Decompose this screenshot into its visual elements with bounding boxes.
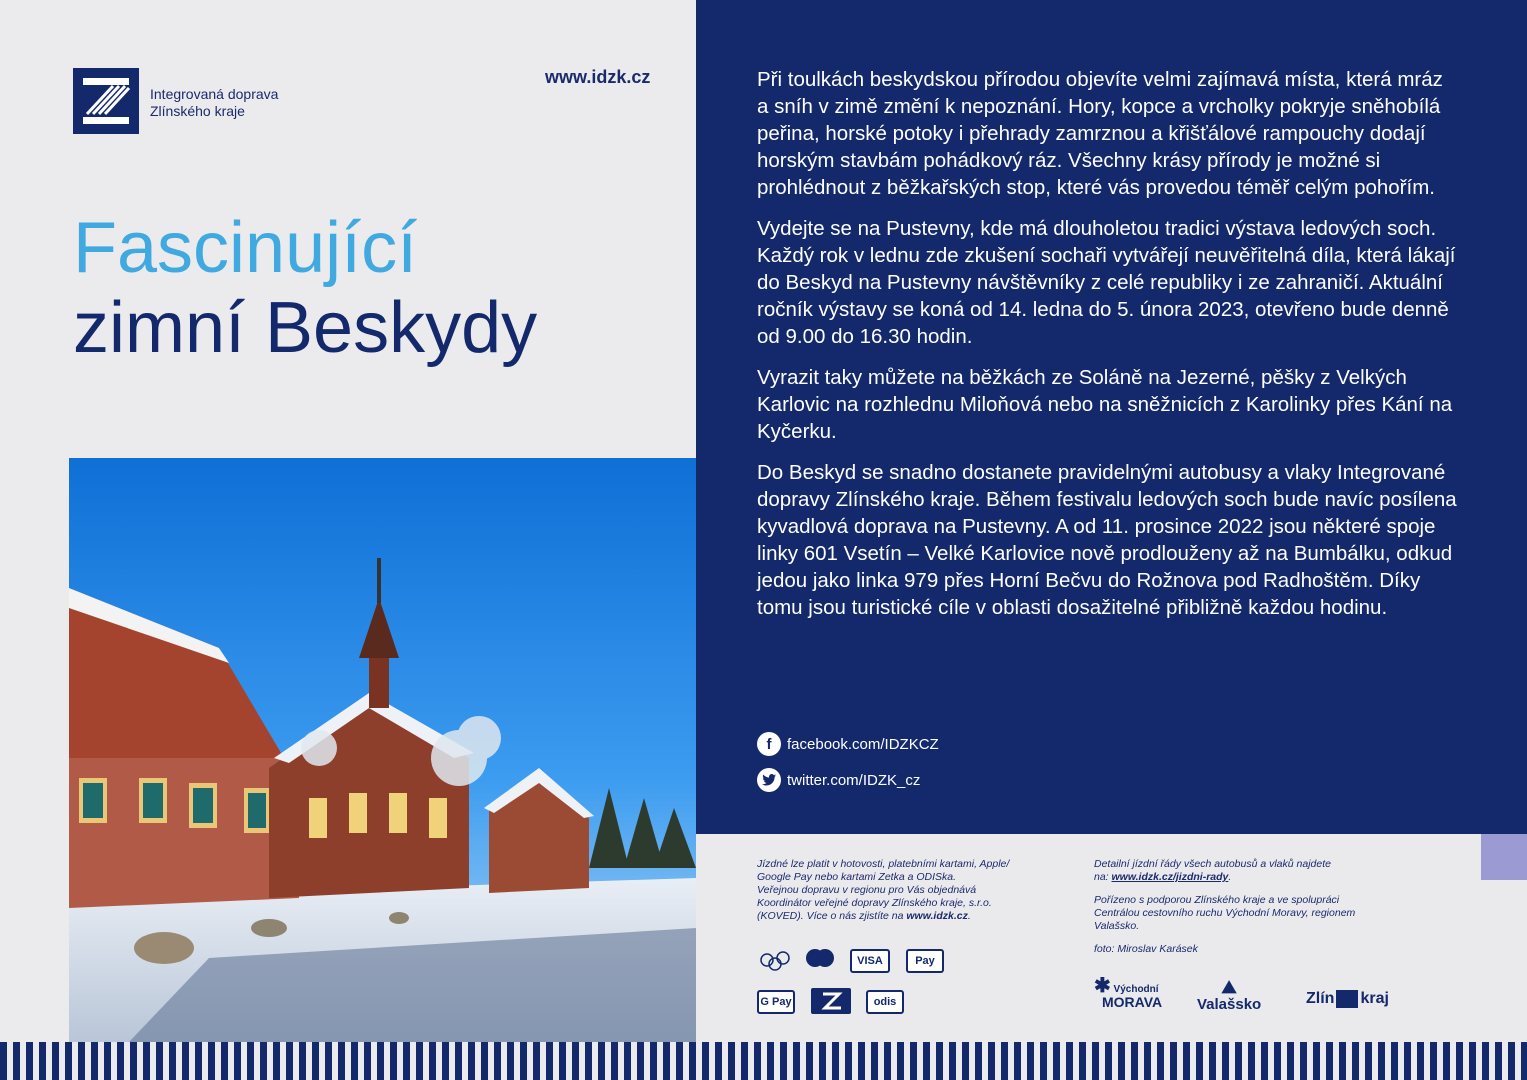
brand-name-line1: Integrovaná doprava	[150, 86, 279, 102]
zetka-card-icon	[811, 988, 851, 1014]
valassko-logo	[1197, 978, 1261, 1013]
photo-credit: foto: Miroslav Karásek	[1094, 943, 1198, 955]
support-line2: Centrálou cestovního ruchu Východní Moravy, regionem	[1094, 907, 1356, 919]
zlinsky-kraj-logo	[1306, 990, 1389, 1008]
contactless-card-icon	[757, 950, 791, 974]
vychodni-morava-logo	[1094, 975, 1163, 1011]
winter-photo	[69, 458, 696, 1042]
kraj-mark-icon	[1336, 990, 1358, 1008]
twitter-bird-icon	[762, 774, 776, 786]
payment-info-line5: (KOVED). Více o nás zjistíte na	[757, 910, 907, 922]
flower-icon: ✱	[1094, 975, 1111, 997]
timetable-line1: Detailní jízdní řády všech autobusů a vlaků najdete	[1094, 858, 1331, 870]
accent-square	[1481, 834, 1527, 880]
google-pay-badge: G Pay	[757, 990, 795, 1014]
headline-line2: zimní Beskydy	[73, 288, 538, 368]
paragraph-2: Vydejte se na Pustevny, kde má dlouholetou tradici výstava ledových soch. Každý rok v lednu zde zkušení sochaři vytvářejí neuvěřitelná díla, která lákají do Beskyd na Pustevny návštěvníky z celé republiky i ze zahraničí. Aktuální ročník výstavy se koná od 14. ledna do 5. února 2023, otevřeno bude denně od 9.00 do 16.30 hodin.	[757, 217, 1456, 348]
twitter-link[interactable]	[757, 768, 920, 792]
payment-info-line1: Jízdné lze platit v hotovosti, platebními kartami, Apple/	[757, 858, 1010, 870]
support-paragraph	[1094, 894, 1394, 933]
photo-illustration	[69, 458, 696, 1042]
valassko-label: Valašsko	[1197, 996, 1262, 1013]
visa-badge: VISA	[850, 949, 890, 973]
timetable-link[interactable]: www.idzk.cz/jizdni-rady	[1111, 871, 1229, 883]
koved-link[interactable]: www.idzk.cz	[906, 910, 968, 922]
morava-label: MORAVA	[1102, 994, 1163, 1010]
odiska-badge: odis	[866, 990, 904, 1014]
timetable-paragraph	[1094, 858, 1394, 884]
timetable-prefix: na:	[1094, 871, 1112, 883]
support-line1: Pořízeno s podporou Zlínského kraje a ve spolupráci	[1094, 894, 1340, 906]
contactless-icon	[757, 950, 791, 974]
mastercard-circles-icon	[803, 948, 837, 970]
zetka-z-icon	[811, 988, 851, 1014]
payment-info	[757, 858, 1067, 923]
article-body	[757, 66, 1457, 635]
paragraph-4: Do Beskyd se snadno dostanete pravidelnými autobusy a vlaky Integrované dopravy Zlínského kraje. Během festivalu ledových soch bude navíc posílena kyvadlová doprava na Pustevny. A od 11. prosince 2022 jsou některé spoje linky 601 Vsetín – Velké Karlovice nově prodlouženy až na Bumbálku, odkud jedou jako linka 979 přes Horní Bečvu do Rožnova pod Radhoštěm. Díky tomu jsou turistické cíle v oblasti dosažitelné přibližně každou hodinu.	[757, 461, 1457, 619]
timetable-period: .	[1228, 871, 1232, 883]
valassko-mark-icon: ⛰	[1221, 977, 1237, 997]
zlin-label: Zlín	[1306, 990, 1335, 1007]
facebook-link[interactable]	[757, 732, 939, 756]
twitter-label: twitter.com/IDZK_cz	[787, 771, 921, 789]
payment-info-line3: Veřejnou dopravu v regionu pro Vás objednává	[757, 884, 977, 896]
idzk-logo-icon	[73, 68, 139, 134]
idzk-logo	[73, 68, 139, 134]
brand-name	[150, 86, 278, 120]
facebook-label: facebook.com/IDZKCZ	[787, 735, 939, 753]
mastercard-icon	[803, 948, 837, 974]
kraj-label: kraj	[1360, 990, 1389, 1007]
website-link[interactable]: www.idzk.cz	[545, 67, 651, 87]
payment-info-line2: Google Pay nebo kartami Zetka a ODISka.	[757, 871, 957, 883]
twitter-icon	[757, 768, 781, 792]
apple-pay-badge: Pay	[906, 949, 944, 973]
vychodni-label: Východní	[1113, 984, 1159, 995]
paragraph-3: Vyrazit taky můžete na běžkách ze Soláně na Jezerné, pěšky z Velkých Karlovic na rozhlednu Miloňová nebo na sněžnicích z Karolinky přes Kání na Kyčerku.	[757, 366, 1453, 443]
headline-line1: Fascinující	[73, 208, 418, 288]
timetable-info	[1094, 858, 1394, 966]
brand-name-line2: Zlínského kraje	[150, 103, 245, 119]
paragraph-1: Při toulkách beskydskou přírodou objevíte velmi zajímavá místa, která mráz a sníh v zimě změní k nepoznání. Hory, kopce a vrcholky pokryje sněhobílá peřina, horské potoky i přehrady zamrznou a křišťálové rampouchy dodají horským stavbám pohádkový ráz. Všechny krásy přírody je možné si prohlédnout z běžkařských stop, které vás provedou téměř celým pohořím.	[757, 68, 1443, 199]
facebook-icon: f	[757, 732, 781, 756]
payment-info-period: .	[967, 910, 971, 922]
bottom-stripes	[0, 1042, 1527, 1080]
support-line3: Valašsko.	[1094, 920, 1140, 932]
payment-info-line4: Koordinátor veřejné dopravy Zlínského kraje, s.r.o.	[757, 897, 992, 909]
headline	[73, 208, 537, 368]
